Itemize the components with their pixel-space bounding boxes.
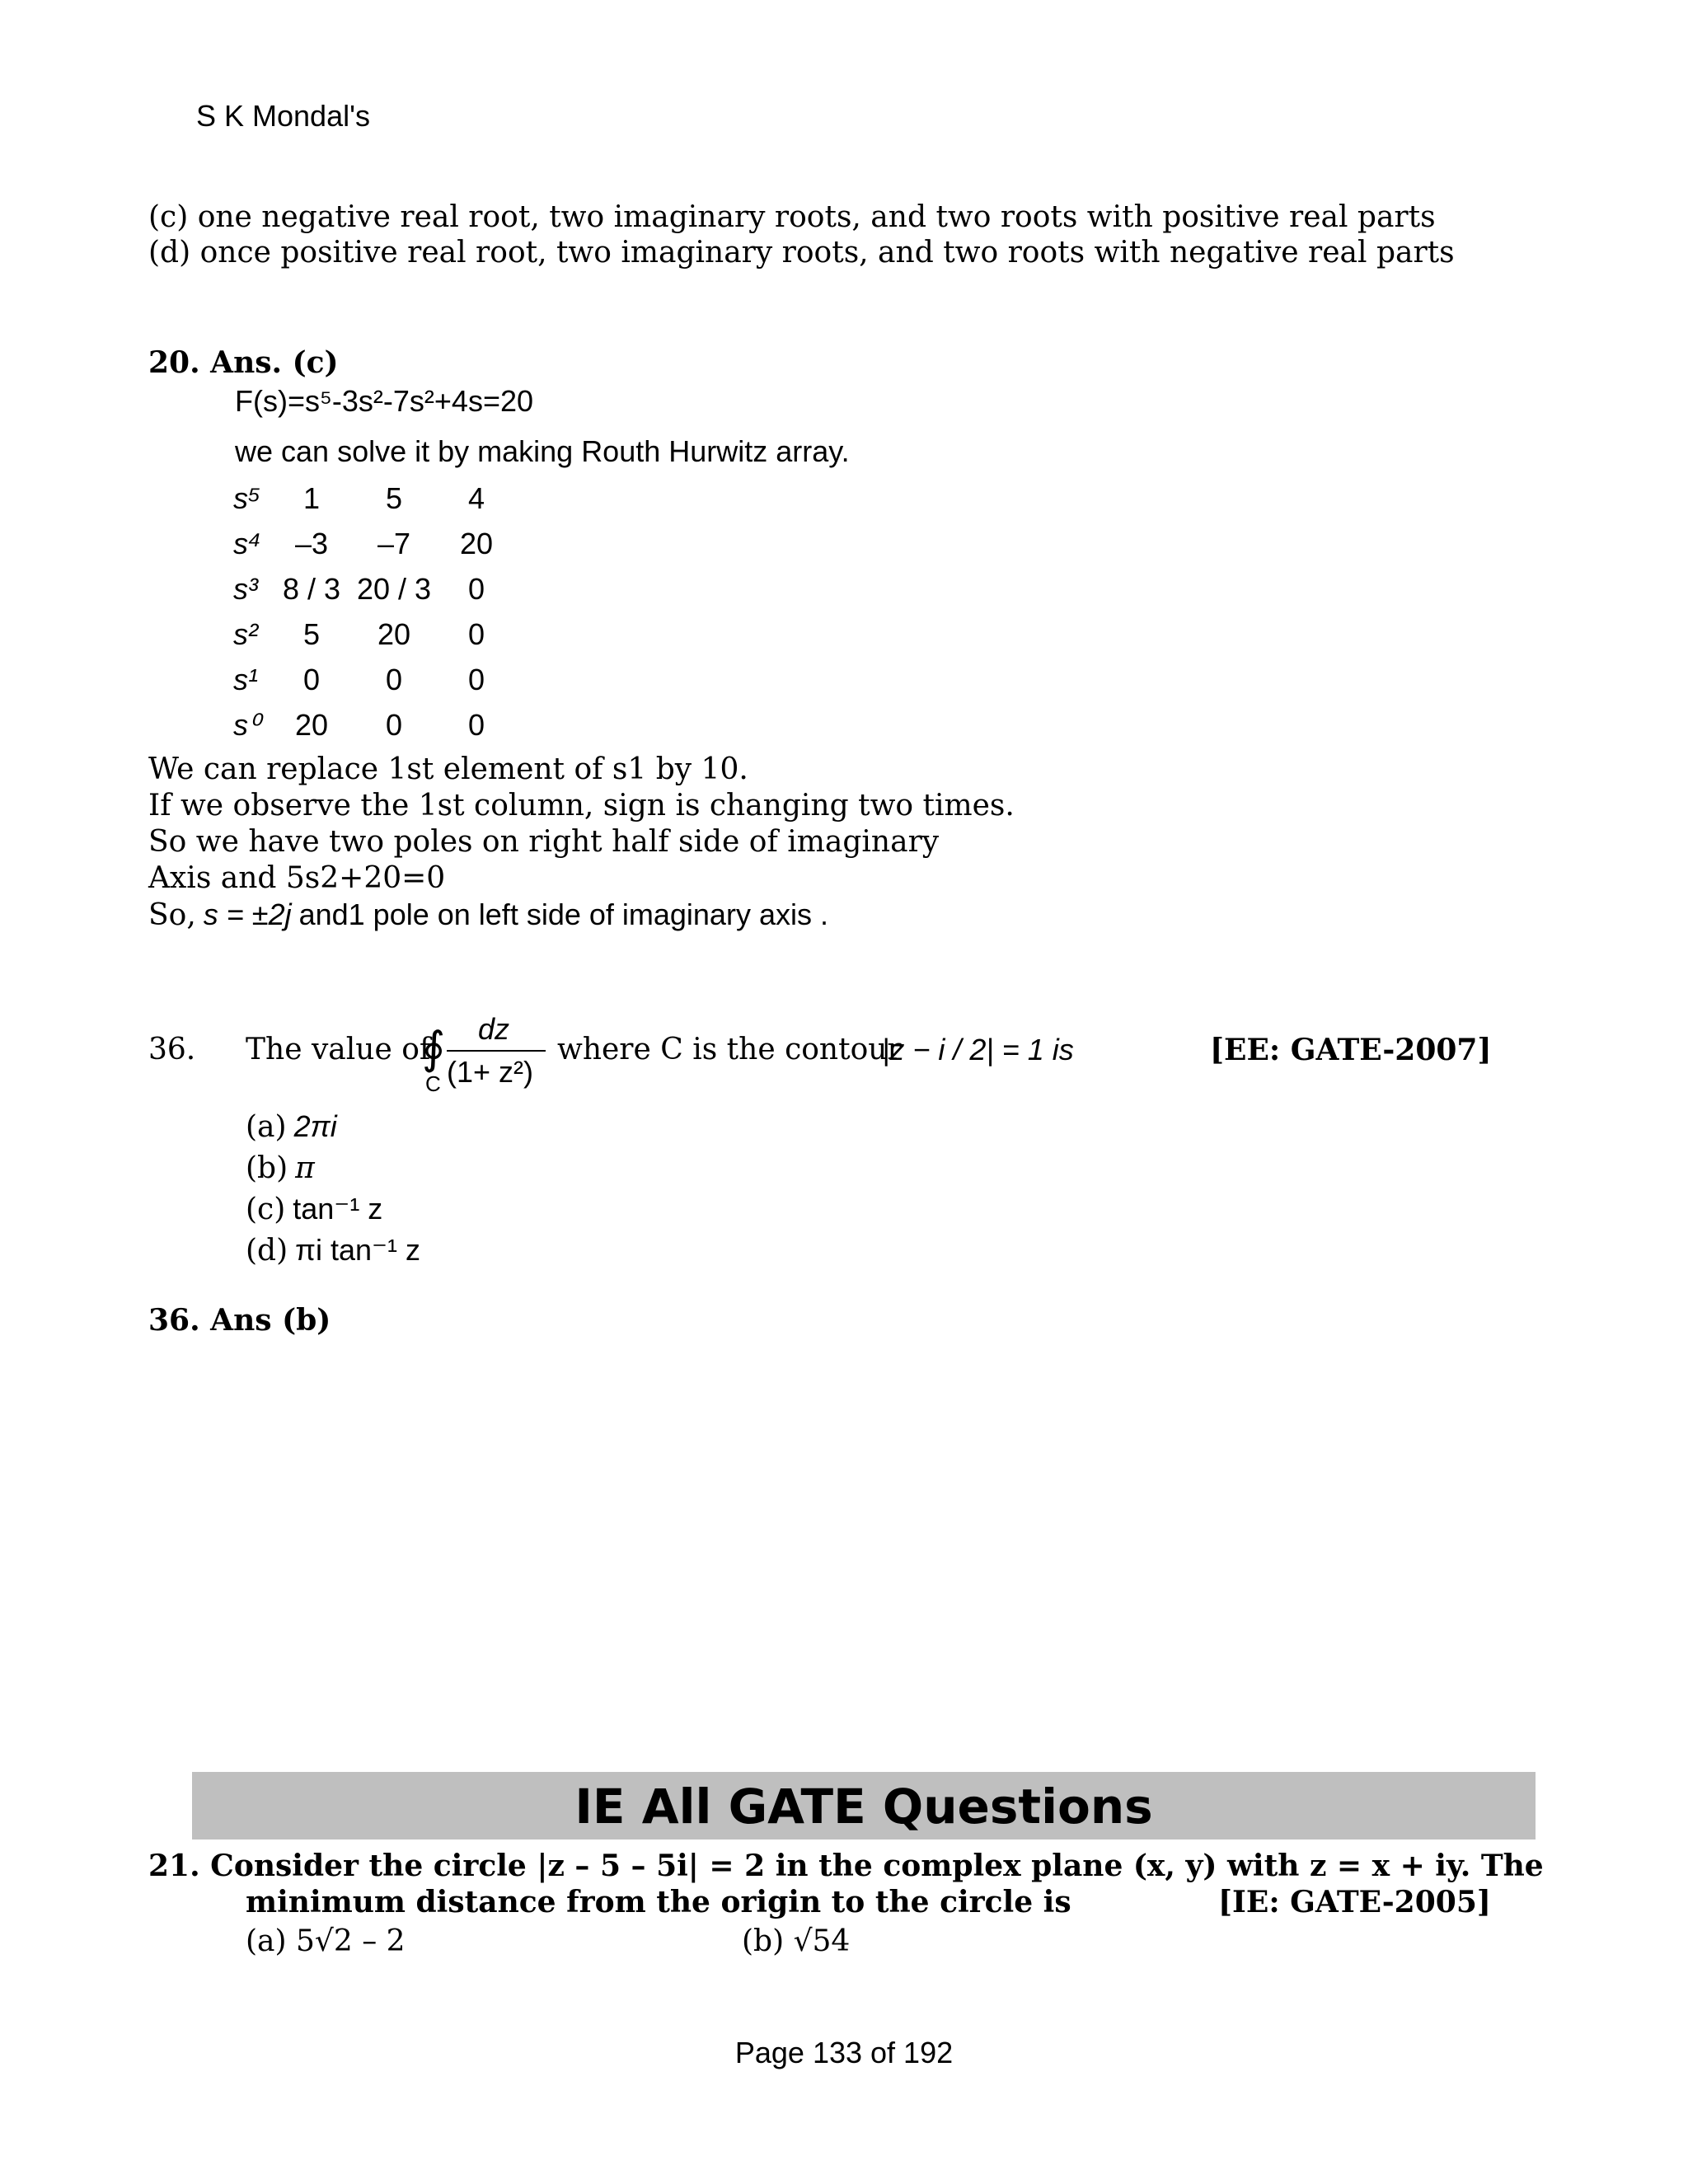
question-21-line-1: 21. Consider the circle |z – 5 – 5i| = 2 in the complex plane (x, y) with z = x + iy. The [148,1849,1544,1883]
section-banner [192,1772,1536,1840]
answer-20-intro: we can solve it by making Routh Hurwitz array. [235,434,850,468]
answer-20-equation: F(s)=s⁵-3s²-7s²+4s=20 [235,384,534,418]
routh-power: s² [233,617,258,651]
option-label: (c) [246,1193,286,1226]
answer-20-line-1: We can replace 1st element of s1 by 10. [148,752,748,786]
question-36-text-prefix: The value of [246,1033,431,1066]
option-label: (a) [246,1110,287,1144]
routh-cell: 20 [294,708,329,742]
routh-cell: 4 [467,481,485,515]
question-21-option-a: (a) 5√2 – 2 [246,1924,406,1958]
option-value: πi tan⁻¹ z [295,1233,421,1267]
answer-20-line-2: If we observe the 1st column, sign is changing two times. [148,789,1015,823]
answer-20-title: 20. Ans. (c) [148,345,339,380]
answer-20-line-5 [148,897,828,934]
routh-cell: 0 [467,572,485,606]
routh-cell: 1 [302,481,321,515]
routh-cell: –3 [294,527,329,560]
answer-36: 36. Ans (b) [148,1303,331,1338]
integral-numerator: dz [478,1012,510,1046]
line-5-rest: and1 pole on left side of imaginary axis . [298,898,828,931]
routh-power: s⁰ [233,708,260,742]
routh-power: s³ [233,572,258,606]
option-label: (d) [246,1234,288,1268]
routh-power: s⁴ [233,527,261,560]
integral-expression [422,1012,546,1099]
page-header-author: S K Mondal's [196,99,370,133]
question-21-line-2: minimum distance from the origin to the circle is [246,1885,1071,1919]
question-36-option-d [246,1232,420,1269]
option-value: 2πi [293,1109,337,1143]
routh-cell: 0 [467,708,485,742]
question-36-contour: |z − i / 2| = 1 is [882,1033,1074,1066]
integral-denominator: (1+ z²) [447,1055,534,1089]
question-36-source: [EE: GATE-2007] [1210,1033,1492,1067]
routh-cell: 0 [302,663,321,696]
fraction-bar [447,1050,546,1052]
routh-cell: –7 [377,527,411,560]
routh-cell: 0 [385,708,403,742]
option-value: tan⁻¹ z [293,1192,383,1226]
question-36-option-c [246,1191,382,1228]
contour-integral-icon: ∮ [422,1022,446,1074]
answer-20-line-4: Axis and 5s2+20=0 [148,861,446,895]
question-21-source: [IE: GATE-2005] [1218,1885,1491,1919]
routh-cell: 20 / 3 [356,572,432,606]
question-36-option-b [246,1150,315,1187]
routh-cell: 5 [302,617,321,651]
page-footer-number: Page 133 of 192 [734,2036,954,2069]
question-36-text-mid: where C is the contour [557,1033,902,1066]
section-banner-title: IE All GATE Questions [574,1779,1153,1835]
routh-cell: 20 [459,527,494,560]
routh-cell: 0 [385,663,403,696]
question-36-number: 36. [148,1033,196,1066]
routh-cell: 0 [467,617,485,651]
routh-cell: 0 [467,663,485,696]
question-19-option-c: (c) one negative real root, two imaginary roots, and two roots with positive real parts [148,200,1436,234]
line-5-math: s = ±2j [203,898,292,931]
option-value: π [295,1151,315,1185]
routh-cell: 5 [385,481,403,515]
option-label: (b) [246,1151,288,1185]
line-5-prefix: So, [148,898,196,932]
routh-power: s⁵ [233,481,261,515]
integral-subscript: C [425,1071,441,1096]
answer-20-line-3: So we have two poles on right half side of imaginary [148,825,940,859]
question-21-option-b: (b) √54 [742,1924,851,1958]
routh-power: s¹ [233,663,258,696]
question-19-option-d: (d) once positive real root, two imaginary roots, and two roots with negative real parts [148,236,1455,269]
question-36-option-a [246,1108,337,1146]
routh-cell: 20 [377,617,411,651]
routh-cell: 8 / 3 [282,572,341,606]
